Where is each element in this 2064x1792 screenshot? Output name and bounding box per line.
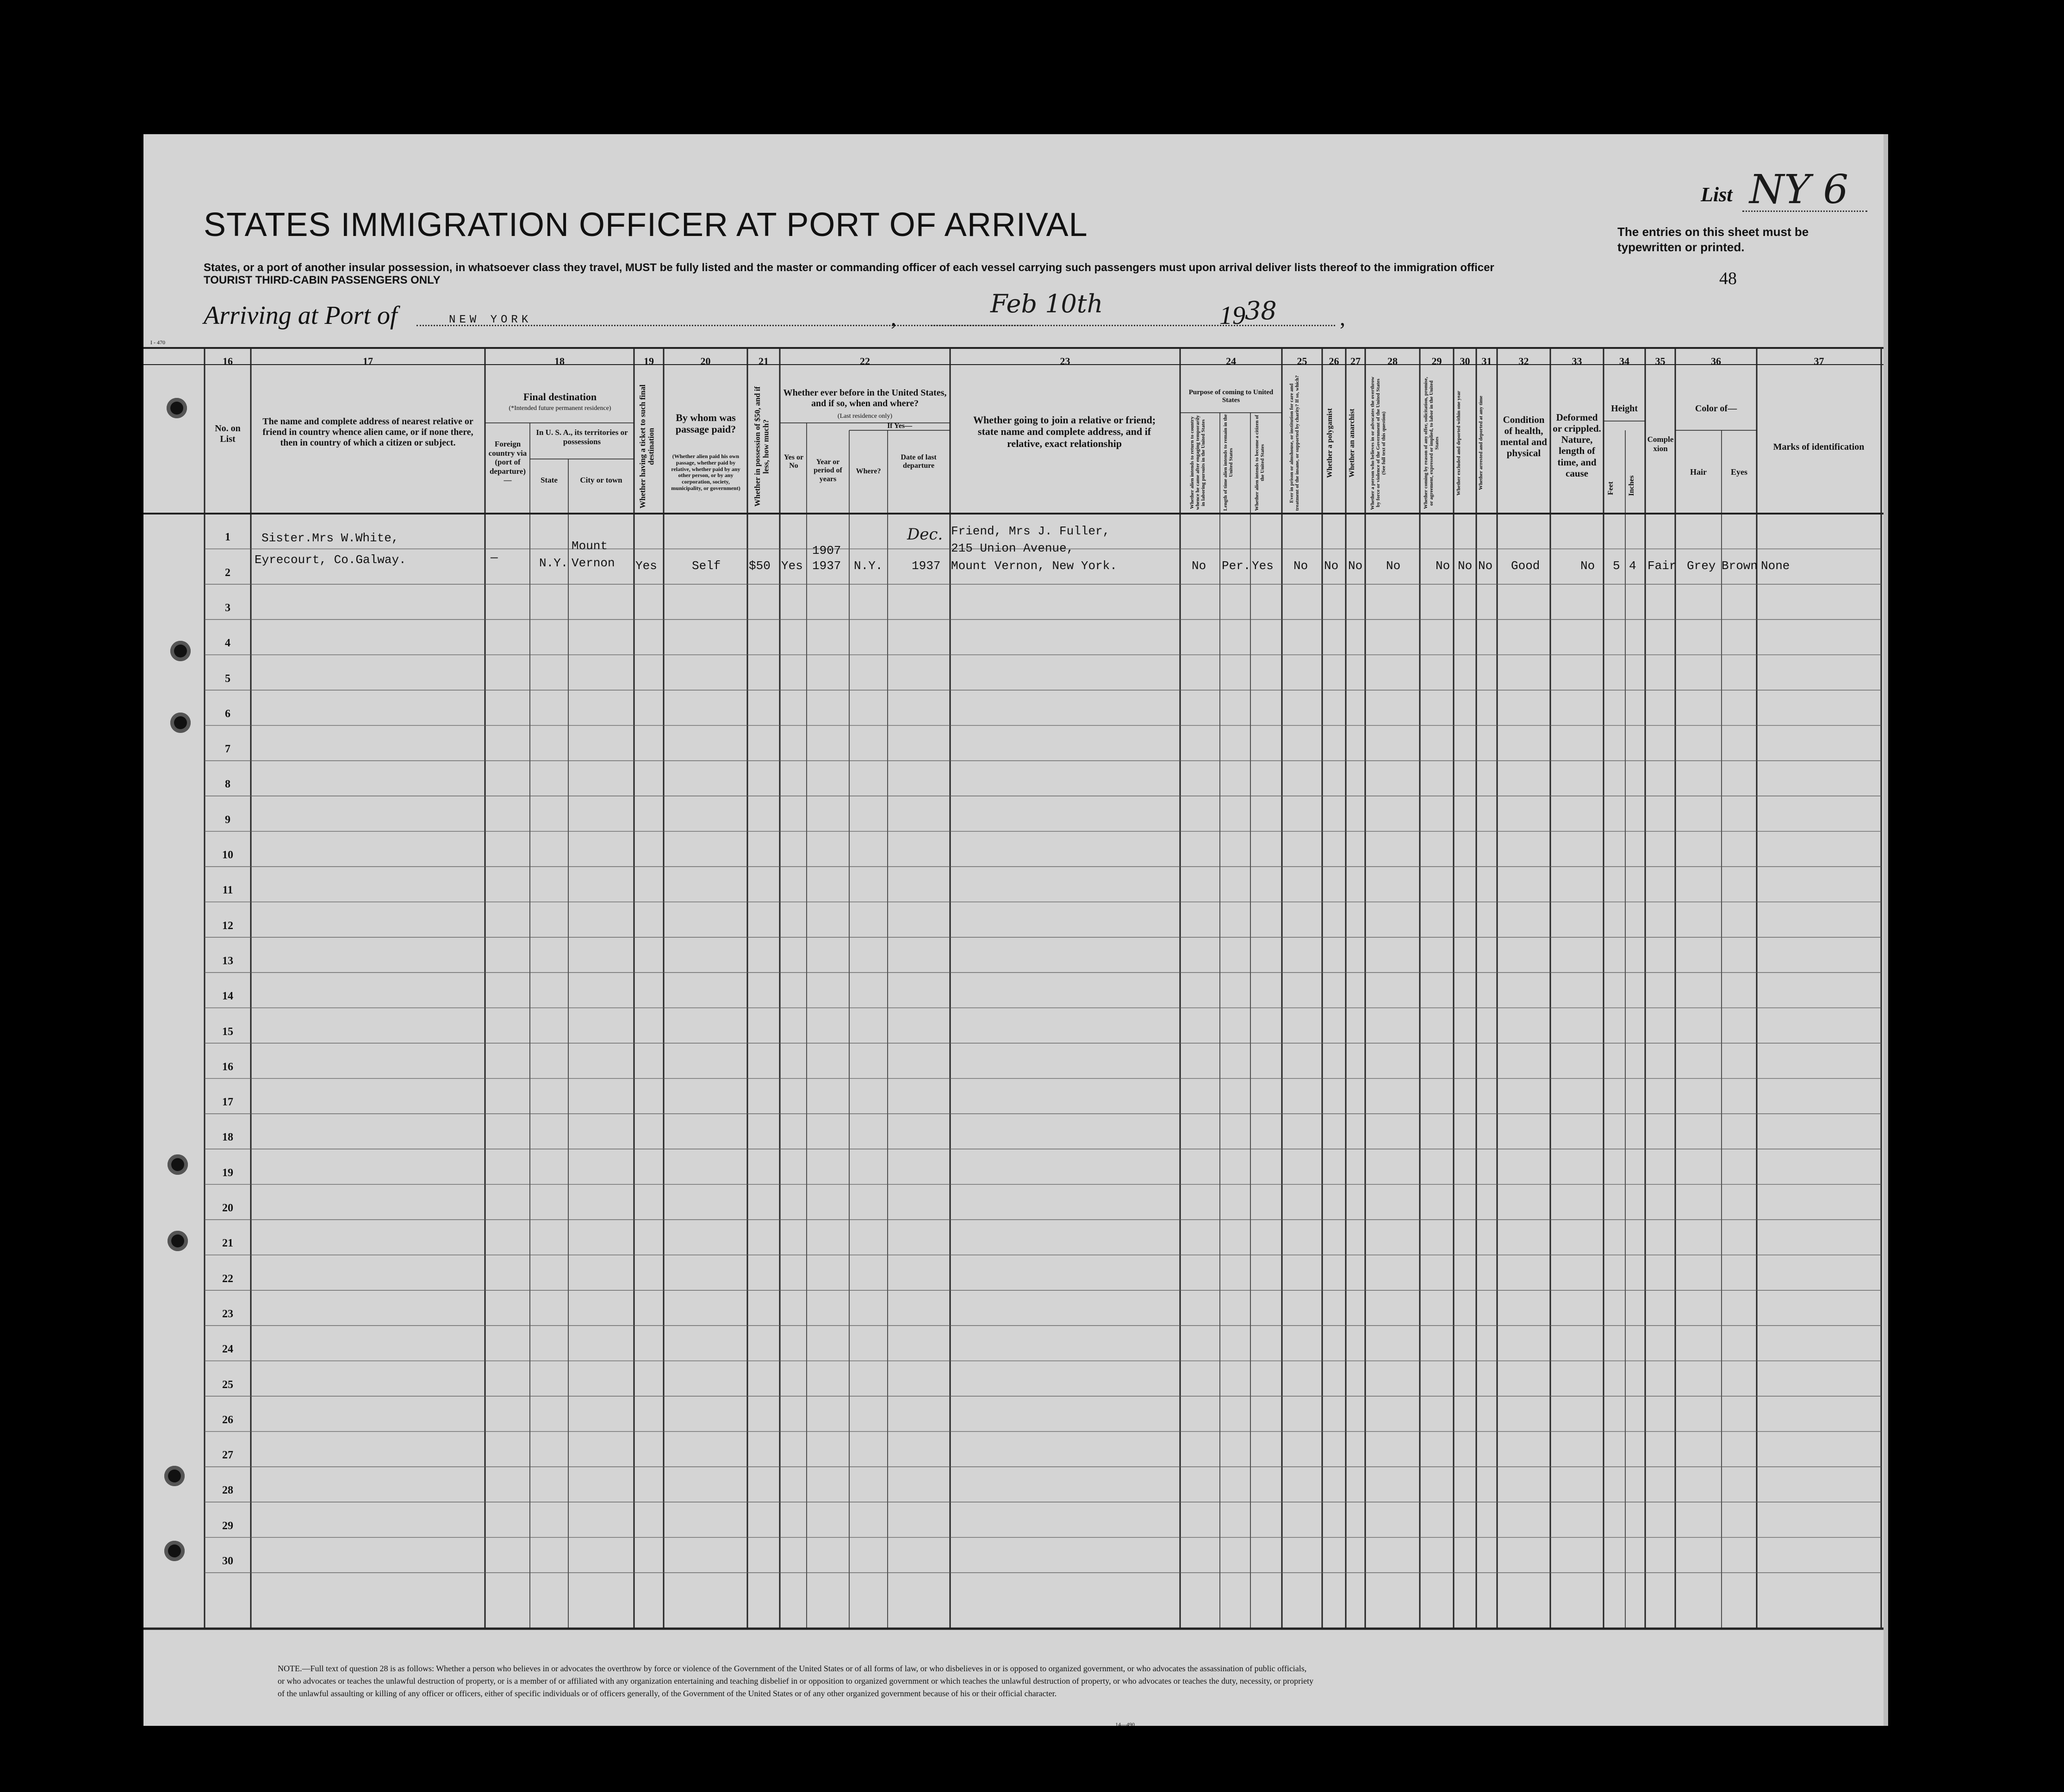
header-foreign-country: Foreign country via (port of departure)— [488,440,527,485]
row-number: 27 [222,1449,233,1462]
entry-complexion: Fair [1647,559,1677,573]
col-number-36: 36 [1711,355,1721,367]
col-number-23: 23 [1060,355,1070,367]
header-last-departure: Date of last departure [901,453,937,470]
entry-state: N.Y. [539,556,568,570]
entry-prison: No [1293,559,1308,573]
entry-citizen: Yes [1252,559,1274,573]
row-number: 1 [225,531,230,544]
punch-hole [170,713,191,733]
punch-hole [167,398,187,418]
row-number: 28 [222,1484,233,1497]
row-number: 26 [222,1414,233,1426]
header-no-on-list: No. on List [215,423,241,444]
header-fifty-dollars: Whether in possession of $50, and if less, how much? [753,386,771,507]
entry-return: No [1192,559,1206,573]
entry-length: Per. [1222,559,1251,573]
header-health: Condition of health, mental and physical [1500,414,1547,459]
row-number: 2 [225,566,230,579]
row-number: 15 [222,1025,233,1038]
footer-code: 14—490 [1115,1721,1135,1728]
entry-inches: 4 [1629,559,1636,573]
arriving-label: Arriving at Port of [204,301,398,330]
row-number: 12 [222,919,233,932]
comma-2: , [1340,306,1345,330]
entry-arrested: No [1478,559,1493,573]
entry-paid-by: Self [692,559,721,573]
col-number-29: 29 [1431,355,1442,367]
entry-city-line1: Mount [572,539,608,553]
col-number-24: 24 [1226,355,1236,367]
header-yes-no: Yes or No [783,453,804,470]
entry-period-line1: 1907 [812,544,841,558]
entry-anarchist: No [1348,559,1363,573]
row-number: 19 [222,1166,233,1179]
header-length-stay: Length of time alien intends to remain in the United States [1223,414,1234,511]
row-number: 11 [222,884,233,897]
entry-feet: 5 [1613,559,1620,573]
entry-overthrow: No [1386,559,1401,573]
punch-hole [168,1231,188,1251]
entry-where: N.Y. [854,559,883,573]
entry-hair: Grey [1687,559,1716,573]
header-excluded: Whether excluded and deported within one year [1456,391,1461,496]
header-become-citizen: Whether alien intends to become a citizen of the United States [1254,415,1266,511]
header-arrested: Whether arrested and deported at any time [1478,396,1484,490]
col-number-25: 25 [1297,355,1307,367]
col-number-17: 17 [363,355,373,367]
row-number: 14 [222,990,233,1003]
header-passage-note: (Whether alien paid his own passage, whether paid by relative, whether paid by any other person, or by any corporation, society, municipality, or government) [671,453,740,491]
entry-relative-line2: Eyrecourt, Co.Galway. [255,553,406,567]
row-number: 25 [222,1378,233,1391]
manifest-sheet [143,134,1888,1726]
port-name: NEW YORK [449,314,532,326]
entry-city-line2: Vernon [572,556,615,570]
header-anarchist: Whether an anarchist [1348,409,1356,477]
row-number: 30 [222,1555,233,1567]
col-number-22: 22 [860,355,870,367]
row-number: 8 [225,778,230,791]
arrival-date: Feb 10th [990,289,1103,318]
header-last-residence: (Last residence only) [837,413,893,420]
header-labor-offer: Whether coming by reason of any offer, solicitation, promise, or agreement, expressed or implied, to labor in the United States [1423,377,1440,509]
year-suffix: 38 [1245,296,1277,325]
header-nearest-relative: The name and complete address of nearest relative or friend in country whence alien came, or if none there, then in country of which a citizen or subject. [262,416,473,448]
entry-period-line2: 1937 [812,559,841,573]
row-number: 10 [222,849,233,861]
header-city: City or town [580,476,622,484]
row-number: 16 [222,1060,233,1073]
header-color-of: Color of— [1695,403,1737,414]
comma-1: , [891,306,896,330]
punch-hole [164,1541,185,1561]
col-number-28: 28 [1387,355,1398,367]
row-number: 22 [222,1272,233,1285]
row-number: 7 [225,743,230,756]
header-marks: Marks of identification [1773,442,1865,452]
entry-foreign-country: — [491,551,498,564]
entry-relative-line1: Sister.Mrs W.White, [261,531,399,545]
form-code: I - 470 [150,339,165,346]
header-passage-paid: By whom was passage paid? [675,412,736,435]
col-number-19: 19 [644,355,654,367]
col-number-35: 35 [1655,355,1666,367]
year-prefix: 19 [1219,301,1245,330]
col-number-37: 37 [1814,355,1824,367]
row-number: 9 [225,813,230,826]
entry-join-line3: Mount Vernon, New York. [951,559,1117,573]
row-number: 29 [222,1519,233,1532]
entry-deformed: No [1580,559,1595,573]
header-return-home: Whether alien intends to return to country whence he came after engaging temporarily in laboring pursuits in the United States [1189,415,1206,510]
col-number-18: 18 [554,355,565,367]
row-number: 4 [225,637,230,650]
header-if-yes: If Yes— [887,422,913,430]
entry-join-line2: 215 Union Avenue, [951,541,1074,555]
header-complexion: Complexion [1647,435,1674,453]
row-number: 5 [225,672,230,685]
header-inches: Inches [1628,475,1635,496]
entry-health: Good [1511,559,1540,573]
sheet-number: 48 [1719,269,1737,288]
col-number-21: 21 [758,355,769,367]
footer-note: NOTE.—Full text of question 28 is as follows: Whether a person who believes in or advocates the overthrow by force or violence of the Government of the United States or of all forms of law, or who disbelieves in or is opposed to organized government, or who advocates the assassination of public officials, or who advocates or teaches the unlawful destruction of property, or is a member of or affiliated with any organization entertaining and teaching disbelief in or opposition to organized government or which teaches the unlawful destruction of property, or who advocates or teaches the duty, necessity, or propriety of the unlawful assaulting or killing of any officer or officers, either of specific individuals or of officers generally, of the Government of the United States or of any other organized government because of his or their official character. [278,1664,1314,1698]
entry-polygamist: No [1324,559,1339,573]
header-state: State [541,476,558,484]
col-number-31: 31 [1481,355,1492,367]
col-number-34: 34 [1619,355,1629,367]
row-number: 23 [222,1308,233,1320]
header-deformed: Deformed or crippled. Nature, length of time, and cause [1553,412,1601,479]
col-number-27: 27 [1350,355,1361,367]
header-overthrow: Whether a person who believes in or advocates the overthrow by force or violence of the Government of the United States (See full text of this question) [1370,376,1387,510]
header-eyes: Eyes [1731,467,1747,477]
page-title: STATES IMMIGRATION OFFICER AT PORT OF ARRIVAL [204,206,1088,243]
row-number: 6 [225,707,230,720]
header-in-usa: In U. S. A., its territories or possessions [536,428,628,446]
entry-eyes: Brown [1722,559,1758,573]
header-final-destination-note: (*Intended future permanent residence) [509,405,611,412]
row-number: 20 [222,1202,233,1214]
header-hair: Hair [1690,467,1707,477]
row-number: 18 [222,1131,233,1144]
header-ever-before: Whether ever before in the United States, and if so, when and where? [783,388,947,409]
header-ticket: Whether having a ticket to such final destination [638,384,656,508]
header-height: Height [1611,403,1638,414]
punch-hole [170,641,191,661]
header-year-period: Year or period of years [814,458,842,483]
entry-marks: None [1761,559,1790,573]
table-grid [143,134,1884,1726]
list-number: NY 6 [1749,167,1849,213]
instructions-line: States, or a port of another insular possession, in whatsoever class they travel, MUST be fully listed and the master or commanding officer of each vessel carrying such passengers must upon arrival deliver lists thereof to the immigration officer [204,261,1494,274]
entry-ticket: Yes [635,559,657,573]
entry-excluded: No [1458,559,1473,573]
typewritten-instruction: The entries on this sheet must be typewritten or printed. [1617,225,1809,254]
header-polygamist: Whether a polygamist [1326,408,1334,478]
header-final-destination: Final destination [523,391,597,403]
entry-last-departure-month: Dec. [907,525,943,544]
header-feet: Feet [1607,481,1615,495]
entry-before-in-us: Yes [781,559,803,573]
punch-hole [164,1466,185,1486]
header-prison: Ever in prison or almshouse, or institution for care and treatment of the insane, or supported by charity? If so, which? [1289,375,1300,511]
entry-last-departure-year: 1937 [912,559,941,573]
row-number: 21 [222,1237,233,1250]
header-purpose: Purpose of coming to United States [1188,389,1274,404]
entry-labor-offer: No [1436,559,1450,573]
row-number: 13 [222,955,233,967]
col-number-30: 30 [1460,355,1470,367]
col-number-33: 33 [1572,355,1582,367]
list-label: List [1701,183,1733,206]
header-where: Where? [856,467,881,475]
entry-money: $50 [749,559,771,573]
punch-hole [168,1154,188,1175]
entry-join-line1: Friend, Mrs J. Fuller, [951,524,1110,538]
col-number-26: 26 [1329,355,1339,367]
header-join-relative: Whether going to join a relative or friend; state name and complete address, and if relative, exact relationship [973,414,1156,449]
col-number-32: 32 [1518,355,1529,367]
row-number: 17 [222,1096,233,1109]
row-number: 24 [222,1343,233,1356]
col-number-20: 20 [700,355,711,367]
passenger-class: TOURIST THIRD-CABIN PASSENGERS ONLY [204,274,441,286]
row-number: 3 [225,601,230,614]
col-number-16: 16 [223,355,233,367]
